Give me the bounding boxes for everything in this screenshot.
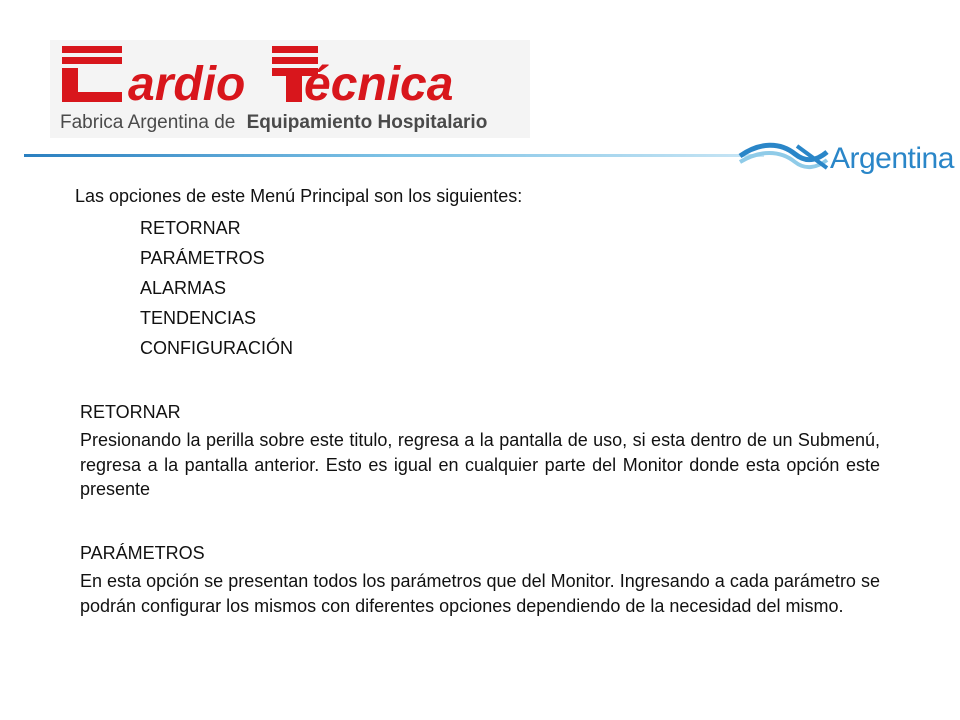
section-body-parametros: En esta opción se presentan todos los parámetros que del Monitor. Ingresando a cada parámetro se podrán configurar los mismos con diferentes opciones dependiendo de la necesidad del mismo. <box>80 571 880 616</box>
section-title-parametros: PARÁMETROS <box>80 543 205 563</box>
menu-option-retornar: RETORNAR <box>140 218 241 238</box>
cardio-tecnica-logo <box>50 40 530 138</box>
logo-tagline <box>60 112 487 133</box>
section-title-retornar: RETORNAR <box>80 402 181 422</box>
main-menu-options <box>140 213 293 363</box>
country-label: Argentina <box>830 142 954 175</box>
logo-brand-ecnica: écnica <box>304 58 454 111</box>
section-body-retornar: Presionando la perilla sobre este titulo, regresa a la pantalla de uso, si esta dentro de un Submenú, regresa a la pantalla anterior. Esto es igual en cualquier parte del Monitor donde esta opción este presente <box>80 430 880 499</box>
logo-tagline-regular: Fabrica Argentina de <box>60 112 236 133</box>
intro-text: Las opciones de este Menú Principal son los siguientes: <box>75 186 523 206</box>
menu-option-alarmas: ALARMAS <box>140 278 227 298</box>
menu-option-parametros: PARÁMETROS <box>140 248 265 268</box>
menu-option-configuracion: CONFIGURACIÓN <box>140 338 293 358</box>
logo-brand-ardio: ardio <box>128 58 246 111</box>
logo-c-mark <box>62 46 122 102</box>
menu-option-tendencias: TENDENCIAS <box>140 308 257 328</box>
company-logo <box>50 40 530 138</box>
logo-tagline-bold: Equipamiento Hospitalario <box>246 112 488 133</box>
header-divider-line <box>24 154 764 157</box>
